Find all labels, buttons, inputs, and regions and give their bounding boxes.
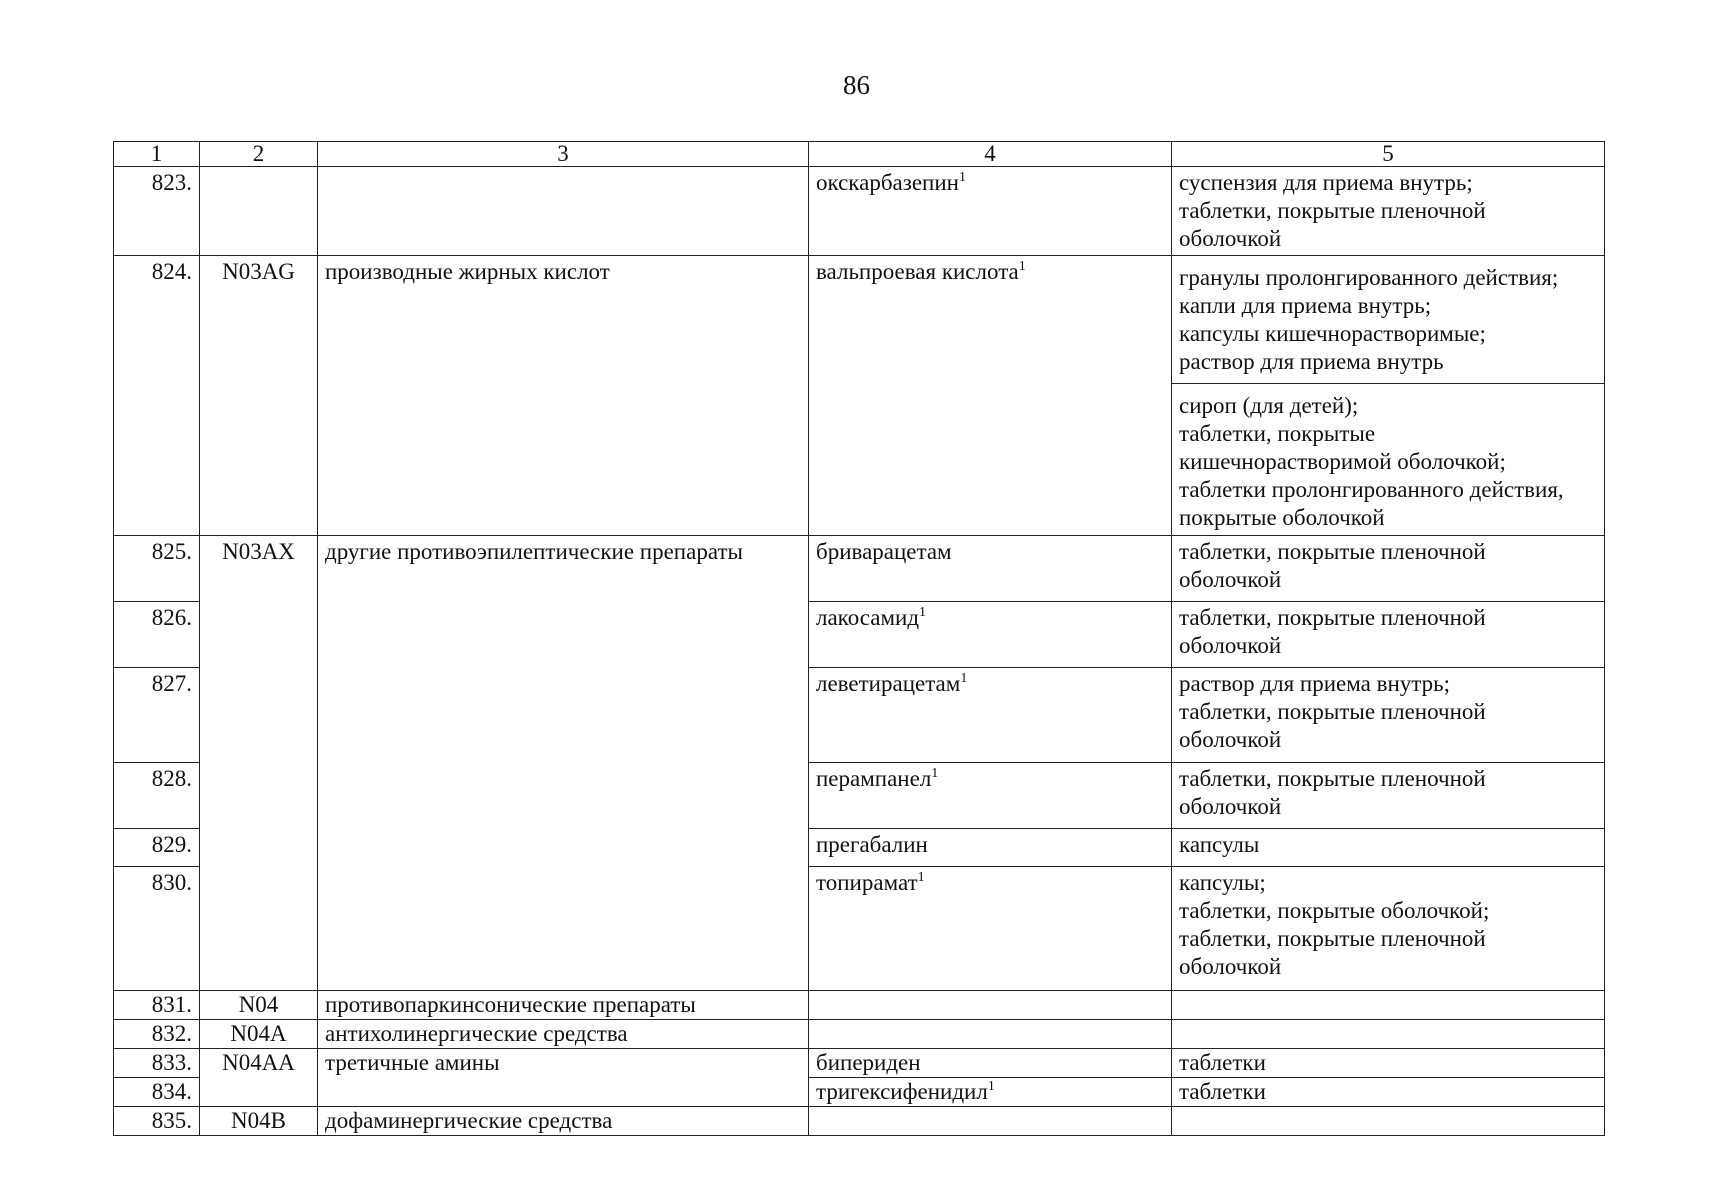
dosage-forms bbox=[1172, 536, 1605, 602]
drug-name-text: топирамат bbox=[816, 870, 918, 895]
row-number: 823. bbox=[114, 167, 200, 256]
row-number: 834. bbox=[114, 1078, 200, 1107]
atc-code: N04A bbox=[200, 1020, 318, 1049]
dosage-form: раствор для приема внутрь bbox=[1179, 349, 1444, 374]
drug-group: дофаминергические средства bbox=[318, 1107, 809, 1136]
dosage-form: таблетки, покрытые пленочной bbox=[1179, 198, 1486, 223]
dosage-form: суспензия для приема внутрь; bbox=[1179, 170, 1473, 195]
drug-name-text: тригексифенидил bbox=[816, 1079, 988, 1104]
table-row bbox=[114, 1020, 1605, 1049]
drug-group: третичные амины bbox=[318, 1049, 809, 1107]
dosage-form: таблетки, покрытые пленочной bbox=[1179, 926, 1486, 951]
dosage-form: таблетки bbox=[1179, 1050, 1266, 1075]
row-number: 832. bbox=[114, 1020, 200, 1049]
atc-code: N04B bbox=[200, 1107, 318, 1136]
footnote-mark: 1 bbox=[919, 605, 927, 620]
row-number: 833. bbox=[114, 1049, 200, 1078]
column-header-5: 5 bbox=[1172, 142, 1605, 167]
dosage-forms bbox=[1172, 1107, 1605, 1136]
table-row bbox=[114, 167, 1605, 256]
dosage-form: раствор для приема внутрь; bbox=[1179, 671, 1450, 696]
drug-name bbox=[809, 1020, 1172, 1049]
drug-name bbox=[809, 1107, 1172, 1136]
dosage-forms bbox=[1172, 384, 1605, 536]
dosage-form: гранулы пролонгированного действия; bbox=[1179, 265, 1559, 290]
column-header-1: 1 bbox=[114, 142, 200, 167]
footnote-mark: 1 bbox=[960, 671, 968, 686]
drug-name-text: вальпроевая кислота bbox=[816, 259, 1019, 284]
atc-code: N03AX bbox=[200, 536, 318, 991]
dosage-form: таблетки, покрытые пленочной bbox=[1179, 605, 1486, 630]
drug-name bbox=[809, 867, 1172, 991]
dosage-forms bbox=[1172, 668, 1605, 763]
row-number: 824. bbox=[114, 256, 200, 536]
dosage-form: таблетки пролонгированного действия, bbox=[1179, 477, 1564, 502]
dosage-form: таблетки, покрытые пленочной bbox=[1179, 766, 1486, 791]
drug-name bbox=[809, 829, 1172, 867]
dosage-form: оболочкой bbox=[1179, 567, 1282, 592]
drug-group: производные жирных кислот bbox=[318, 256, 809, 536]
dosage-forms bbox=[1172, 829, 1605, 867]
dosage-forms bbox=[1172, 602, 1605, 668]
dosage-form: сироп (для детей); bbox=[1179, 393, 1359, 418]
dosage-forms bbox=[1172, 991, 1605, 1020]
dosage-form: покрытые оболочкой bbox=[1179, 505, 1385, 530]
footnote-mark: 1 bbox=[917, 870, 925, 885]
row-number: 828. bbox=[114, 763, 200, 829]
dosage-forms bbox=[1172, 1020, 1605, 1049]
row-number: 825. bbox=[114, 536, 200, 602]
dosage-form: капли для приема внутрь; bbox=[1179, 293, 1432, 318]
dosage-forms bbox=[1172, 763, 1605, 829]
dosage-forms bbox=[1172, 167, 1605, 256]
drug-name-text: окскарбазепин bbox=[816, 170, 959, 195]
drug-name bbox=[809, 536, 1172, 602]
dosage-form: таблетки, покрытые оболочкой; bbox=[1179, 898, 1490, 923]
table-row bbox=[114, 1049, 1605, 1078]
drug-name bbox=[809, 167, 1172, 256]
atc-code bbox=[200, 167, 318, 256]
dosage-forms bbox=[1172, 867, 1605, 991]
drug-name bbox=[809, 602, 1172, 668]
row-number: 831. bbox=[114, 991, 200, 1020]
drug-name bbox=[809, 1049, 1172, 1078]
dosage-form: оболочкой bbox=[1179, 954, 1282, 979]
atc-code: N04AA bbox=[200, 1049, 318, 1107]
header-row bbox=[114, 142, 1605, 167]
row-number: 827. bbox=[114, 668, 200, 763]
dosage-form: капсулы; bbox=[1179, 870, 1266, 895]
footnote-mark: 1 bbox=[958, 170, 966, 185]
footnote-mark: 1 bbox=[987, 1079, 995, 1094]
drug-group bbox=[318, 167, 809, 256]
dosage-form: оболочкой bbox=[1179, 633, 1282, 658]
drug-name bbox=[809, 763, 1172, 829]
row-number: 835. bbox=[114, 1107, 200, 1136]
footnote-mark: 1 bbox=[1018, 259, 1026, 274]
table-row bbox=[114, 536, 1605, 602]
drug-name-text: бипериден bbox=[816, 1050, 921, 1075]
column-header-3: 3 bbox=[318, 142, 809, 167]
dosage-form: таблетки, покрытые bbox=[1179, 421, 1376, 446]
atc-code: N04 bbox=[200, 991, 318, 1020]
dosage-form: капсулы bbox=[1179, 832, 1260, 857]
drug-name-text: лакосамид bbox=[816, 605, 920, 630]
drug-list-table bbox=[113, 141, 1605, 1136]
dosage-form: оболочкой bbox=[1179, 727, 1282, 752]
dosage-forms bbox=[1172, 1078, 1605, 1107]
footnote-mark: 1 bbox=[931, 766, 939, 781]
dosage-forms bbox=[1172, 1049, 1605, 1078]
drug-name bbox=[809, 1078, 1172, 1107]
drug-name bbox=[809, 256, 1172, 536]
dosage-form: таблетки, покрытые пленочной bbox=[1179, 699, 1486, 724]
row-number: 830. bbox=[114, 867, 200, 991]
dosage-form: оболочкой bbox=[1179, 226, 1282, 251]
row-number: 829. bbox=[114, 829, 200, 867]
dosage-forms bbox=[1172, 256, 1605, 384]
drug-name-text: бриварацетам bbox=[816, 539, 952, 564]
table-row bbox=[114, 256, 1605, 384]
drug-name-text: прегабалин bbox=[816, 832, 928, 857]
dosage-form: таблетки, покрытые пленочной bbox=[1179, 539, 1486, 564]
drug-group: противопаркинсонические препараты bbox=[318, 991, 809, 1020]
page-number: 86 bbox=[843, 70, 870, 100]
column-header-2: 2 bbox=[200, 142, 318, 167]
drug-name-text: леветирацетам bbox=[816, 671, 961, 696]
drug-group: другие противоэпилептические препараты bbox=[318, 536, 809, 991]
drug-name bbox=[809, 991, 1172, 1020]
drug-name bbox=[809, 668, 1172, 763]
dosage-form: кишечнорастворимой оболочкой; bbox=[1179, 449, 1506, 474]
table-row bbox=[114, 1107, 1605, 1136]
table-row bbox=[114, 991, 1605, 1020]
drug-name-text: перампанел bbox=[816, 766, 932, 791]
dosage-form: оболочкой bbox=[1179, 794, 1282, 819]
dosage-form: капсулы кишечнорастворимые; bbox=[1179, 321, 1486, 346]
row-number: 826. bbox=[114, 602, 200, 668]
atc-code: N03AG bbox=[200, 256, 318, 536]
drug-group: антихолинергические средства bbox=[318, 1020, 809, 1049]
dosage-form: таблетки bbox=[1179, 1079, 1266, 1104]
column-header-4: 4 bbox=[809, 142, 1172, 167]
